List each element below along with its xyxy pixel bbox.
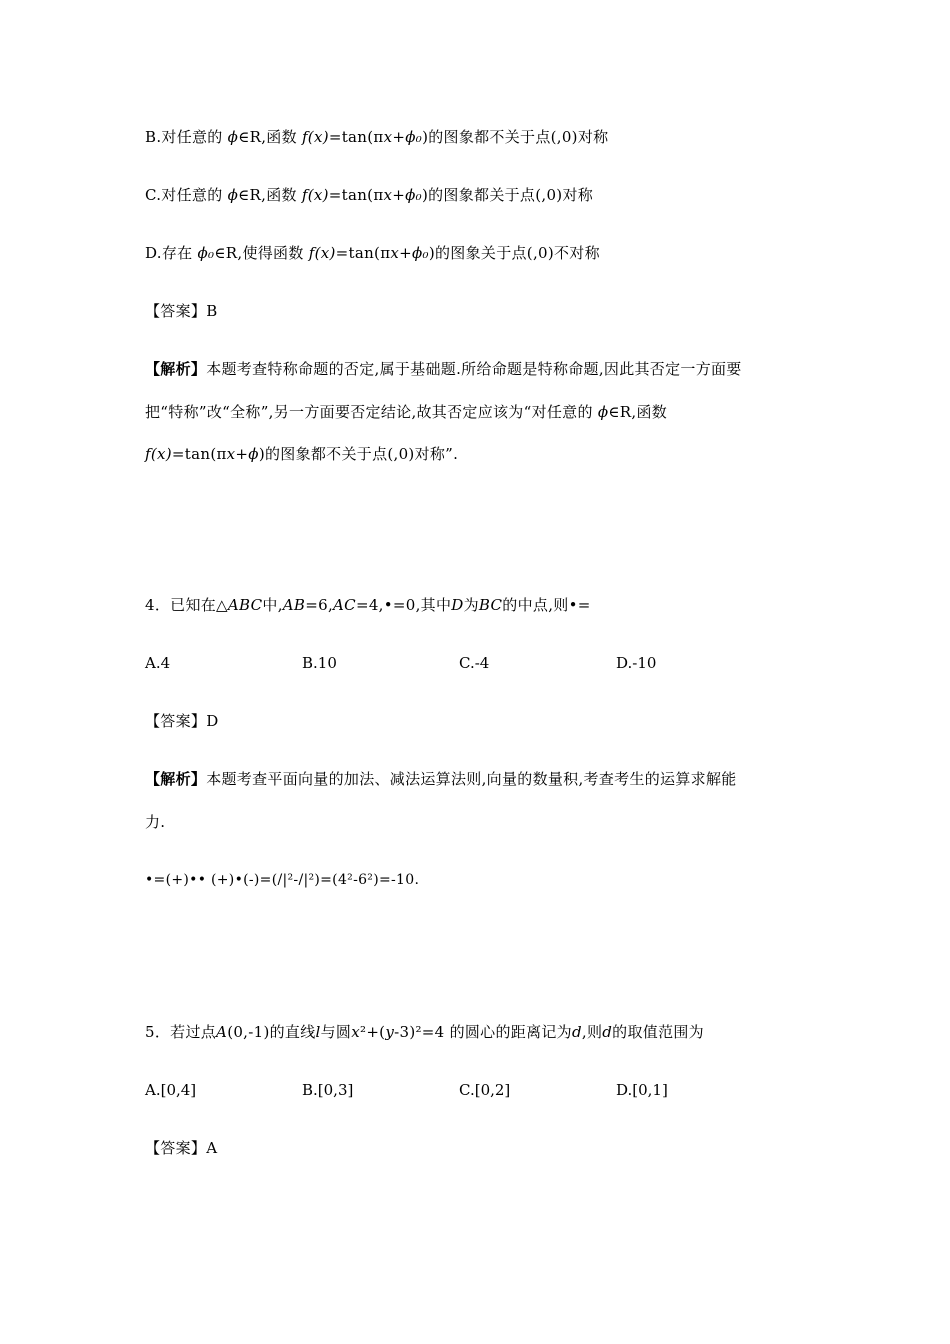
math-var: BC <box>478 596 503 614</box>
q4-answer: 【答案】D <box>145 712 219 730</box>
text: 4．已知在△ <box>145 596 228 614</box>
q4-option-c: C.-4 <box>459 654 490 672</box>
math-var: f(x) <box>145 445 172 463</box>
text: 的中点,则•= <box>502 596 591 614</box>
text: ²+( <box>360 1023 386 1041</box>
text: 5．若过点 <box>145 1023 217 1041</box>
analysis-label: 【解析】 <box>145 770 207 788</box>
math-var: l <box>315 1023 321 1041</box>
math-var: d <box>602 1023 613 1041</box>
text: 的取值范围为 <box>612 1023 704 1041</box>
text: =tan(π <box>328 128 384 146</box>
text: -3)²=4 的圆心的距离记为 <box>394 1023 572 1041</box>
q5-option-d: D.[0,1] <box>616 1081 668 1099</box>
math-var: y <box>385 1023 395 1041</box>
math-var: x <box>351 1023 360 1041</box>
q3-option-b <box>145 127 608 147</box>
q4-stem <box>145 595 591 615</box>
text: =tan(π <box>335 244 391 262</box>
q5-option-a: A.[0,4] <box>145 1081 197 1099</box>
q4-formula: •=(+)•• (+)•(-)=(/|²-/|²)=(4²-6²)=-10. <box>145 872 420 888</box>
text: ,则 <box>581 1023 603 1041</box>
text: ∈R,使得函数 <box>214 244 309 262</box>
math-var: x <box>383 186 393 204</box>
analysis-label: 【解析】 <box>145 360 207 378</box>
text: ∈R,函数 <box>608 403 668 421</box>
math-var: d <box>571 1023 582 1041</box>
text: =4,•=0,其中 <box>355 596 452 614</box>
q4-analysis-line-2: 力. <box>145 813 166 831</box>
text: 把“特称”改“全称”,另一方面要否定结论,故其否定应该为“对任意的 <box>145 403 598 421</box>
q3-option-d <box>145 243 600 263</box>
q3-analysis-line-1 <box>145 359 742 379</box>
math-var: f(x) <box>301 128 329 146</box>
text: + <box>235 445 249 463</box>
math-var: AB <box>282 596 306 614</box>
math-var: ϕ <box>248 445 259 463</box>
q3-analysis-line-3 <box>145 444 458 464</box>
text: (0,-1)的直线 <box>227 1023 316 1041</box>
text: )的图象都不关于点(,0)对称 <box>422 128 609 146</box>
q4-option-a: A.4 <box>145 654 171 672</box>
text: B.对任意的 <box>145 128 228 146</box>
math-var: f(x) <box>301 186 329 204</box>
text: =tan(π <box>328 186 384 204</box>
text: + <box>399 244 412 262</box>
text: )的图象都关于点(,0)对称 <box>421 186 594 204</box>
q4-option-b: B.10 <box>302 654 337 672</box>
q5-option-b: B.[0,3] <box>302 1081 354 1099</box>
text: C.对任意的 <box>145 186 228 204</box>
math-var: f(x) <box>308 244 336 262</box>
q4-option-d: D.-10 <box>616 654 657 672</box>
text: 中, <box>262 596 283 614</box>
text: ∈R,函数 <box>238 186 302 204</box>
text: 本题考查特称命题的否定,属于基础题.所给命题是特称命题,因此其否定一方面要 <box>206 360 742 378</box>
q5-stem <box>145 1022 704 1042</box>
text: 本题考查平面向量的加法、减法运算法则,向量的数量积,考查考生的运算求解能 <box>206 770 737 788</box>
math-var: ABC <box>227 596 263 614</box>
math-var: AC <box>333 596 356 614</box>
math-var: ϕ₀ <box>405 128 423 146</box>
math-var: x <box>226 445 236 463</box>
text: ∈R,函数 <box>238 128 302 146</box>
math-var: ϕ <box>227 128 239 146</box>
q3-answer: 【答案】B <box>145 302 218 320</box>
text: =tan(π <box>171 445 227 463</box>
text: D.存在 <box>145 244 198 262</box>
math-var: A <box>216 1023 228 1041</box>
text: =6, <box>305 596 334 614</box>
q4-analysis-line-1 <box>145 769 737 789</box>
math-var: ϕ <box>227 186 239 204</box>
q3-option-c <box>145 185 593 205</box>
text: 为 <box>463 596 479 614</box>
q3-analysis-line-2 <box>145 402 667 422</box>
text: )的图象都不关于点(,0)对称”. <box>258 445 459 463</box>
text: 与圆 <box>320 1023 352 1041</box>
text: + <box>392 186 406 204</box>
math-var: ϕ₀ <box>412 244 429 262</box>
text: )的图象关于点(,0)不对称 <box>428 244 600 262</box>
math-var: D <box>451 596 464 614</box>
math-var: ϕ₀ <box>197 244 215 262</box>
q5-answer: 【答案】A <box>145 1139 218 1157</box>
q5-option-c: C.[0,2] <box>459 1081 511 1099</box>
text: + <box>392 128 406 146</box>
math-var: x <box>390 244 400 262</box>
math-var: ϕ₀ <box>405 186 422 204</box>
math-var: x <box>383 128 393 146</box>
math-var: ϕ <box>597 403 609 421</box>
